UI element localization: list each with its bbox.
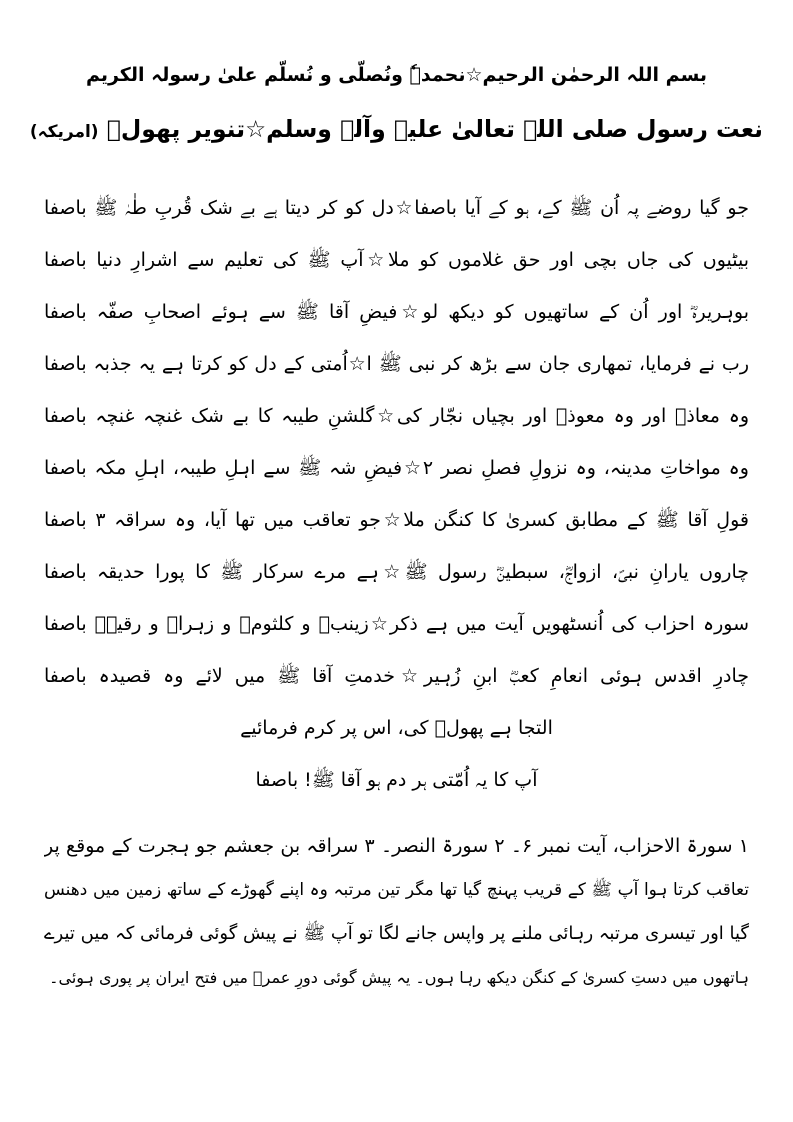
verse-line: وہ مواخاتِ مدینہ، وہ نزولِ فصلِ نصر ۲☆فیضِ شہ ﷺ سے اہلِ طیبہ، اہلِ مکہ باصفا (44, 457, 749, 479)
verse-line: بوہریرہؓ اور اُن کے ساتھیوں کو دیکھ لو☆فیضِ آقا ﷺ سے ہوئے اصحابِ صفّہ باصفا (44, 301, 749, 323)
footnote-line: ہاتھوں میں دستِ کسریٰ کے کنگن دیکھ رہا ہوں۔ یہ پیش گوئی دورِ عمرؓ میں فتح ایران پر پوری ہوئی۔ (49, 968, 749, 987)
verse-line: وہ معاذؓ اور وہ معوذؓ اور بچیاں نجّار کی☆گلشنِ طیبہ کا بے شک غنچہ غنچہ باصفا (44, 405, 749, 427)
verse-line: چادرِ اقدس ہوئی انعامِ کعبؓ ابنِ زُہیر☆خدمتِ آقا ﷺ میں لائے وہ قصیدہ باصفا (44, 665, 749, 687)
verse-line: قولِ آقا ﷺ کے مطابق کسریٰ کا کنگن ملا☆جو تعاقب میں تھا آیا، وہ سراقہ ۳ باصفا (44, 509, 749, 531)
footnote-line: گیا اور تیسری مرتبہ رہائی ملنے پر واپس جانے لگا تو آپ ﷺ نے پیش گوئی فرمائی کہ میں تیرے (44, 923, 749, 944)
naat-verses (44, 186, 749, 810)
bismillah-heading: بسم اللہ الرحمٰن الرحیم☆نحمدہٗ ونُصلّی و نُسلّم علیٰ رسولہ الکریم (85, 64, 708, 86)
closing-verse-line: التجا ہے پھولؔ کی، اس پر کرم فرمائیے (240, 717, 553, 739)
verse-line: سورہ احزاب کی اُنسٹھویں آیت میں ہے ذکر☆زینبؓ و کلثومؓ و زہراؓ و رقیہؓ باصفا (44, 613, 749, 635)
verse-line: بیٹیوں کی جاں بچی اور حق غلاموں کو ملا☆آپ ﷺ کی تعلیم سے اشرارِ دنیا باصفا (44, 249, 749, 271)
footnotes (44, 826, 749, 1002)
page-title (30, 104, 763, 157)
closing-verse-line: آپ کا یہ اُمّتی ہر دم ہو آقا ﷺ! باصفا (255, 769, 538, 791)
footnote-line: ۱ سورۃ الاحزاب، آیت نمبر ۶۔ ۲ سورۃ النصر۔ ۳ سراقہ بن جعشم جو ہجرت کے موقع پر (44, 835, 749, 857)
title-text: نعت رسول صلی اللہ تعالیٰ علیہ وآلہ وسلم☆تنویر پھولؔ (106, 115, 763, 143)
verse-line: رب نے فرمایا، تمھاری جان سے بڑھ کر نبی ﷺ ا☆اُمتی کے دل کو کرتا ہے یہ جذبہ باصفا (44, 353, 749, 375)
title-location: (امریکہ) (29, 122, 99, 142)
verse-line: چاروں یارانِ نبیؐ، ازواجؓ، سبطینؓ رسول ﷺ☆ہے مرے سرکار ﷺ کا پورا حدیقہ باصفا (44, 561, 749, 583)
verse-line: جو گیا روضے پہ اُن ﷺ کے، ہو کے آیا باصفا☆دل کو کر دیتا ہے بے شک قُربِ طٰہٰ ﷺ باصفا (44, 197, 749, 219)
footnote-line: تعاقب کرتا ہوا آپ ﷺ کے قریب پہنچ گیا تھا مگر تین مرتبہ وہ اپنے گھوڑے کے ساتھ زمین میں دھنس (44, 880, 749, 900)
